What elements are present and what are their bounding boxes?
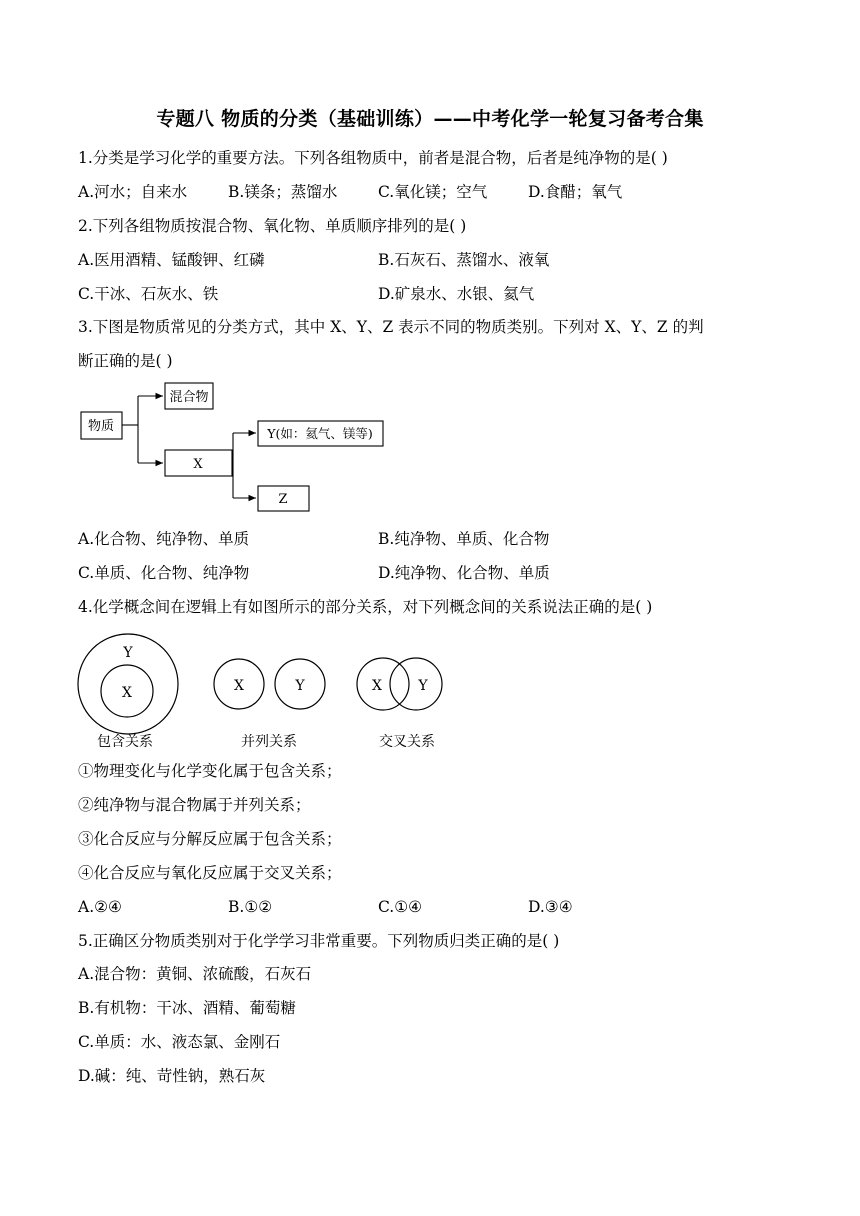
x-box [165,450,232,476]
q4-option-c: C.①④ [378,898,423,916]
q3-option-c: C.单质、化合物、纯净物 [78,564,250,582]
parallel-left-label: X [234,678,244,694]
parallel-left-circle [214,659,264,709]
root-label: 物质 [87,419,115,434]
q3-option-a: A.化合物、纯净物、单质 [78,530,250,548]
q5-option-a: A.混合物：黄铜、浓硫酸，石灰石 [78,965,312,983]
contain-inner-label: X [122,685,132,701]
q4-option-a: A.②④ [78,898,122,916]
contain-caption: 包含关系 [97,734,153,750]
venn-diagrams [78,634,442,734]
question-5-stem: 5.正确区分物质类别对于化学学习非常重要。下列物质归类正确的是( ) [78,932,560,950]
cross-left-label: X [372,678,382,694]
parallel-caption: 并列关系 [241,734,297,750]
q5-option-b: B.有机物：干冰、酒精、葡萄糖 [78,999,296,1017]
parallel-right-circle [275,659,325,709]
question-3-stem-line-1: 3.下图是物质常见的分类方式，其中 X、Y、Z 表示不同的物质类别。下列对 X、Y、Z 的判 [78,318,704,336]
q1-option-b: B.镁条；蒸馏水 [228,183,338,201]
y-label: Y(如：氦气、镁等) [267,426,373,441]
q3-option-d: D.纯净物、化合物、单质 [378,564,550,582]
question-1-stem: 1.分类是学习化学的重要方法。下列各组物质中，前者是混合物，后者是纯净物的是( ) [78,149,668,167]
q2-option-a: A.医用酒精、锰酸钾、红磷 [78,251,265,269]
q3-option-b: B.纯净物、单质、化合物 [378,530,550,548]
q4-statement-3: ③化合反应与分解反应属于包含关系； [78,830,342,848]
mixture-label: 混合物 [169,390,209,405]
contain-inner-circle [101,665,153,717]
q1-option-a: A.河水；自来水 [78,183,188,201]
mixture-box [165,383,213,409]
contain-outer-label: Y [123,645,133,661]
parallel-right-label: Y [295,678,305,694]
cross-right-label: Y [418,678,428,694]
contain-outer-circle [78,634,178,734]
cross-caption: 交叉关系 [379,734,435,750]
q2-option-d: D.矿泉水、水银、氦气 [378,285,535,303]
q4-statement-4: ④化合反应与氧化反应属于交叉关系； [78,864,342,882]
root-box [81,412,122,439]
y-box [258,421,383,446]
question-3-stem-line-2: 断正确的是( ) [78,352,173,370]
q5-option-c: C.单质：水、液态氯、金刚石 [78,1033,281,1051]
q4-option-b: B.①② [228,898,273,916]
page-title: 专题八 物质的分类（基础训练）——中考化学一轮复习备考合集 [156,108,704,130]
question-2-stem: 2.下列各组物质按混合物、氧化物、单质顺序排列的是( ) [78,217,467,235]
x-label: X [193,457,203,472]
q4-statement-2: ②纯净物与混合物属于并列关系； [78,796,311,814]
q1-option-d: D.食醋；氧气 [528,183,623,201]
q2-option-b: B.石灰石、蒸馏水、液氧 [378,251,550,269]
z-label: Z [278,492,288,507]
cross-left-circle [357,658,409,710]
q4-statement-1: ①物理变化与化学变化属于包含关系； [78,762,342,780]
q2-option-c: C.干冰、石灰水、铁 [78,285,219,303]
question-4-stem: 4.化学概念间在逻辑上有如图所示的部分关系，对下列概念间的关系说法正确的是( ) [78,598,653,616]
q1-option-c: C.氧化镁；空气 [378,183,488,201]
q5-option-d: D.碱：纯、苛性钠，熟石灰 [78,1067,266,1085]
z-box [258,486,309,511]
q4-option-d: D.③④ [528,898,573,916]
cross-right-circle [390,658,442,710]
